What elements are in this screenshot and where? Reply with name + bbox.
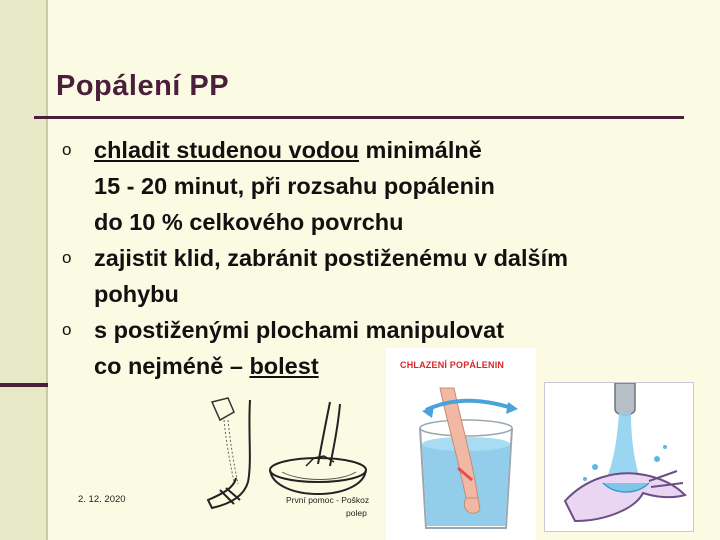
bullet-1-line-2: 15 - 20 minut, při rozsahu popálenin <box>94 173 495 199</box>
bullet-marker: o <box>62 248 72 267</box>
cooling-caption: CHLAZENÍ POPÁLENIN <box>400 360 505 370</box>
arm-in-water-glass-icon <box>386 348 536 540</box>
bullet-text: co nejméně – <box>94 353 250 379</box>
title-underline-rule <box>34 116 684 119</box>
left-side-band <box>0 0 48 540</box>
bullet-item-cooling <box>62 132 702 240</box>
footer-date: 2. 12. 2020 <box>78 494 126 505</box>
underlined-text: chladit studenou vodou <box>94 137 360 163</box>
bullet-1-line-3: do 10 % celkového povrchu <box>94 209 404 235</box>
left-accent-bar <box>0 383 48 387</box>
bullet-list <box>62 132 702 384</box>
bullet-2-line-1: zajistit klid, zabránit postiženému v dalším <box>94 245 569 271</box>
hand-under-tap-illustration <box>544 382 694 532</box>
footer-title-line-2: polep <box>346 508 367 518</box>
cooling-burns-illustration <box>386 348 536 540</box>
footer-title-line-1: První pomoc - Poškoz <box>286 495 370 505</box>
bullet-text: minimálně <box>359 137 482 163</box>
bullet-item-handling <box>62 312 702 384</box>
bullet-marker: o <box>62 140 72 159</box>
footer-title <box>286 494 406 520</box>
bullet-2-line-2: pohybu <box>94 281 179 307</box>
bullet-3-line-1: s postiženými plochami manipulovat <box>94 317 505 343</box>
bullet-item-calm <box>62 240 702 312</box>
bullet-1-line-1 <box>94 132 702 168</box>
underlined-text: bolest <box>249 353 319 379</box>
hand-under-tap-icon <box>545 383 693 531</box>
bullet-marker: o <box>62 320 72 339</box>
slide-title: Popálení PP <box>56 70 230 102</box>
